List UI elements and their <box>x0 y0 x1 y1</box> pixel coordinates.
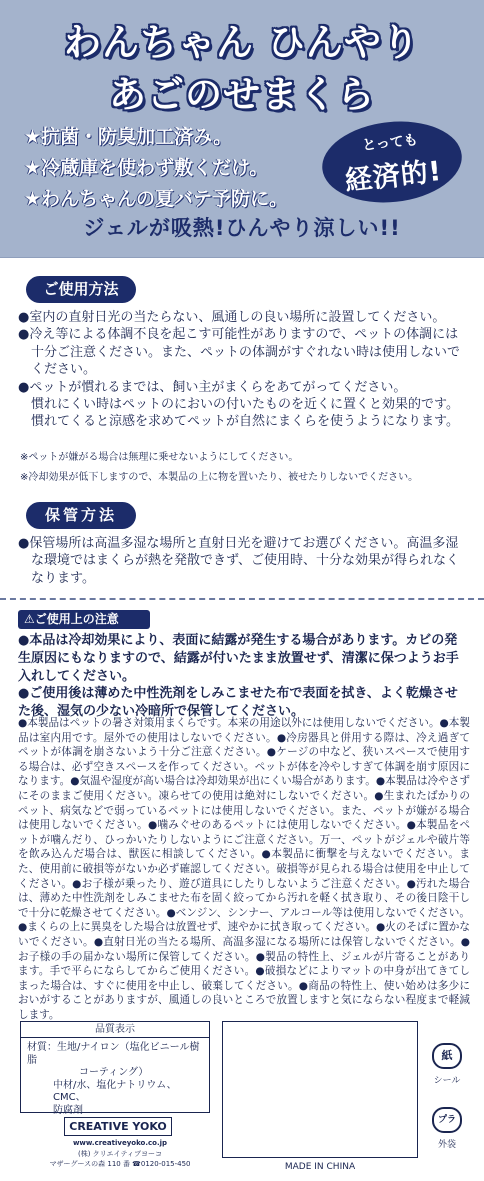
usage-item: ●冷え等による体調不良を起こす可能性がありますので、ペットの体調には十分ご注意ください。また、ペットの体調がすぐれない時は使用しないでください。 <box>18 327 461 378</box>
badge-line2: 経済的! <box>343 155 444 197</box>
product-title-line2: あごのせまくら <box>109 73 375 116</box>
usage-continuation: 慣れにくい時はペットのにおいの付いたものを近くに置くと効果的です。慣れてくると涼感を求めてペットが自然にまくらを使うようになります。 <box>31 397 459 430</box>
caution-heading: ⚠ご使用上の注意 <box>18 610 150 629</box>
dashed-divider <box>0 598 484 600</box>
material-heading: 品質表示 <box>21 1022 209 1038</box>
feature-list <box>24 122 288 215</box>
storage-instructions <box>18 535 470 587</box>
storage-heading: 保管方法 <box>26 502 136 529</box>
brand-address: マザーグースの森 110 番 ☎0120-015-450 <box>49 1160 191 1168</box>
usage-instructions <box>18 309 470 431</box>
usage-note: ※冷却効果が低下しますので、本製品の上に物を置いたり、被せたりしないでください。 <box>20 472 419 483</box>
feature-item: ★冷蔵庫を使わず敷くだけ。 <box>24 157 269 179</box>
usage-item: ●室内の直射日光の当たらない、風通しの良い場所に設置してください。 <box>18 310 446 325</box>
badge-line1: とっても <box>361 132 419 154</box>
brand-url: www.creativeyoko.co.jp <box>72 1139 168 1147</box>
caution-main-item: ●本品は冷却効果により、表面に結露が発生する場合があります。カビの発生原因にもなりますので、結露が付いたまま放置せず、清潔に保つようお手入れしてください。 <box>18 633 459 684</box>
slogan: ジェルが吸熱!ひんやり涼しい!! <box>83 216 401 240</box>
plastic-recycle-icon: プラ <box>432 1107 462 1133</box>
feature-item: ★抗菌・防臭加工済み。 <box>24 126 233 148</box>
material-line: コーティング） <box>79 1067 149 1078</box>
brand-company: (株) クリエイティブヨーコ <box>78 1150 162 1158</box>
material-box <box>20 1021 210 1116</box>
material-line: 防腐剤 <box>53 1104 83 1116</box>
economical-badge <box>318 115 466 209</box>
caution-main <box>18 632 470 721</box>
header-banner <box>0 0 484 258</box>
storage-text: ●保管場所は高温多湿な場所と直射日光を避けてお選びください。高温多湿な環境ではまくらが熱を発散できず、ご使用時、十分な効果が得られなくなります。 <box>18 536 459 586</box>
product-title-line1: わんちゃん ひんやり <box>64 21 420 64</box>
made-in-label: MADE IN CHINA <box>284 1162 356 1172</box>
paper-recycle-label: シール <box>433 1076 461 1086</box>
paper-recycle-icon: 紙 <box>432 1043 462 1069</box>
material-line: 材質：生地/ナイロン（塩化ビニール樹脂 <box>27 1042 200 1066</box>
usage-heading: ご使用方法 <box>26 276 136 303</box>
caution-main-item: ●ご使用後は薄めた中性洗剤をしみこませた布で表面を拭き、よく乾燥させた後、湿気の少ない冷暗所で保管してください。 <box>18 686 458 720</box>
caution-details: ●本製品はペットの暑さ対策用まくらです。本来の用途以外には使用しないでください。●本製品は室内用です。屋外での使用はしないでください。●冷房器具と併用する際は、冷え過ぎてペットが体調を崩さないよう十分ご注意ください。●ケージの中など、狭いスペースで使用する場合は、必ず空きスペースを作ってください。ペットが体を冷やしすぎて体調を崩す原因になります。●気温や湿度が高い場合は冷却効果が出にくい場合があります。●本製品は冷やさずにそのままご使用ください。凍らせての使用は絶対にしないでください。●生まれたばかりのペット、病気などで弱っているペットには使用しないでください。また、ペットが嫌がる場合は使用しないでください。●噛みぐせのあるペットには使用しないでください。●本製品をペットが噛んだり、ひっかいたりしないようにご注意ください。万一、ペットがジェルや破片等を飲み込んだ場合は、獣医に相談してください。●本製品に衝撃を与えないでください。また、使用前に破損等がないか必ず確認してください。破損等が見られる場合は使用を中止してください。●お子様が乗ったり、遊び道具にしたりしないようご注意ください。●汚れた場合は、薄めた中性洗剤をしみこませた布を固く絞ってから汚れを軽く拭き取り、その後日陰干しで十分に乾燥させてください。●ベンジン、シンナー、アルコール等は使用しないでください。●まくらの上に異臭をした場合は放置せず、速やかに拭き取ってください。●火のそばに置かないでください。●直射日光の当たる場所、高温多湿になる場所には保管しないでください。●お子様の手の届かない場所に保管してください。●製品の特性上、ジェルが片寄ることがあります。手で平らにならしてからご使用ください。●破損などによりマットの中身が出てきてしまった場合は、すぐに使用を中止し、破棄してください。●商品の特性上、使い始めは多少においがすることがありますが、風通しの良いところで放置しますと気にならない程度まで軽減します。 <box>18 717 470 1021</box>
product-image-placeholder <box>222 1021 418 1158</box>
material-body <box>21 1038 209 1117</box>
brand-logo: CREATIVE YOKO <box>64 1117 172 1136</box>
material-line: 中材/水、塩化ナトリウム、CMC、 <box>53 1079 177 1103</box>
usage-item: ●ペットが慣れるまでは、飼い主がまくらをあてがってください。 <box>18 379 407 395</box>
usage-note: ※ペットが嫌がる場合は無理に乗せないようにしてください。 <box>20 452 299 463</box>
plastic-recycle-label: 外袋 <box>437 1140 456 1150</box>
feature-item: ★わんちゃんの夏バテ予防に。 <box>24 188 289 210</box>
